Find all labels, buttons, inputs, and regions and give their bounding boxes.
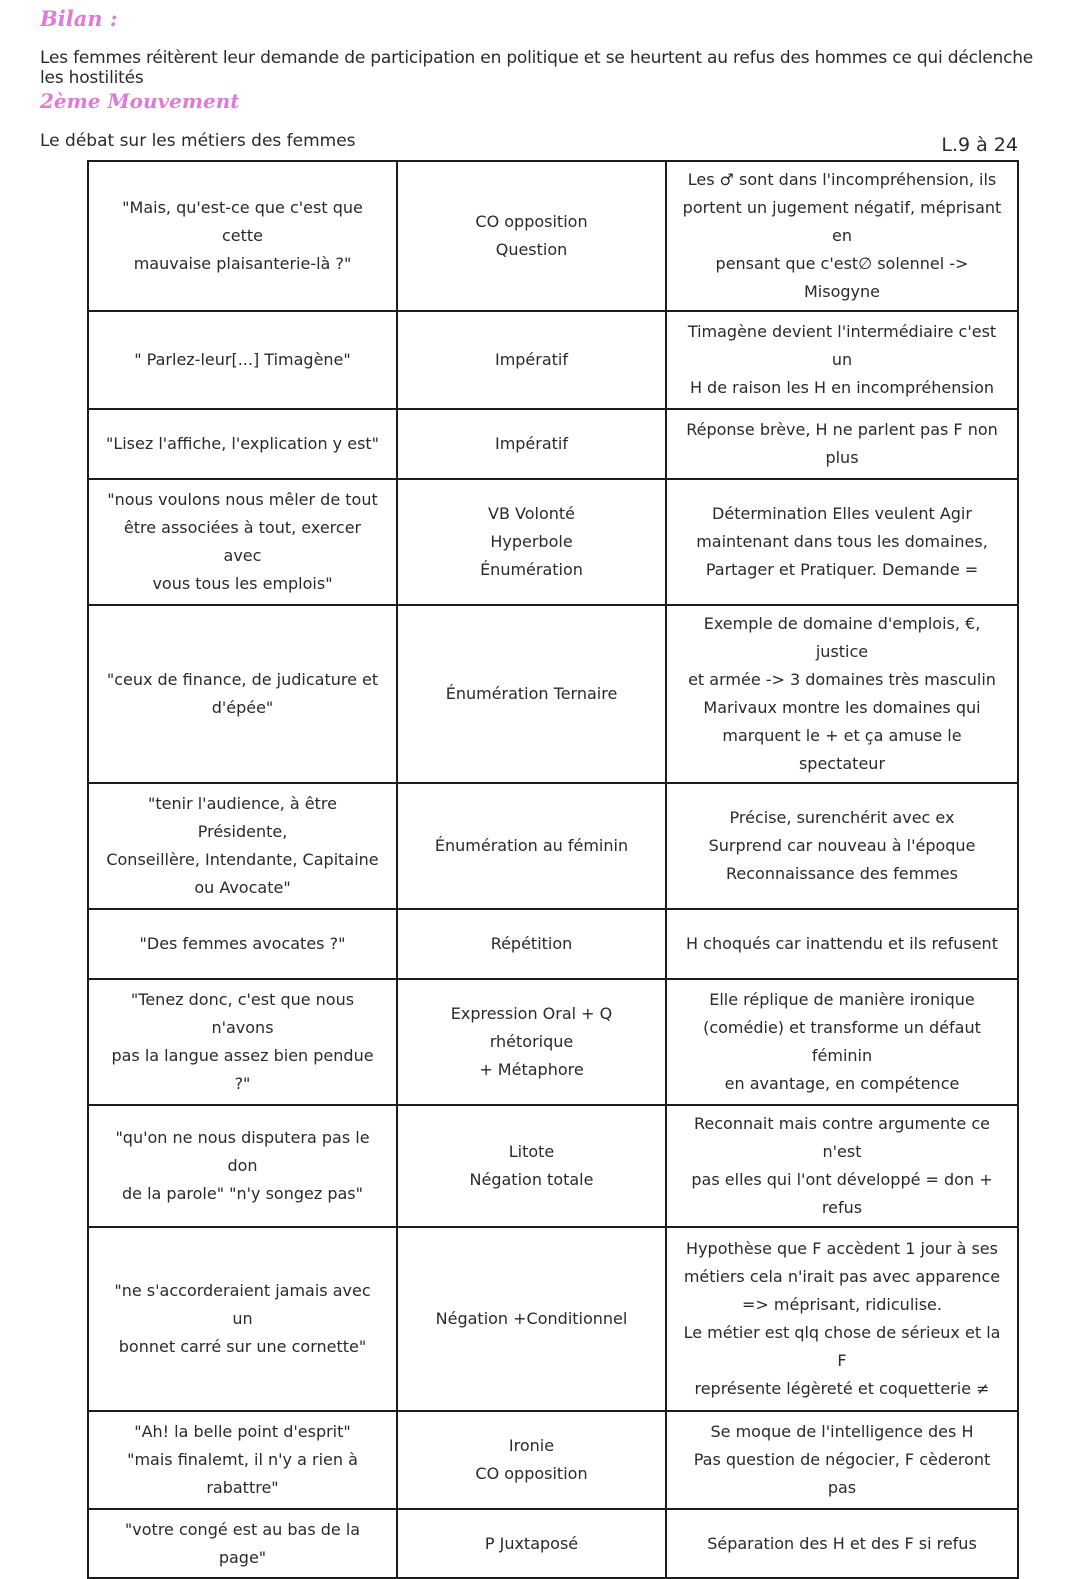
analyse-cell: Elle réplique de manière ironique (comédie) et transforme un défaut féminin en avantage, en compétence — [666, 979, 1018, 1105]
procede-cell: Énumération au féminin — [397, 783, 666, 909]
quote-cell: "ceux de finance, de judicature et d'épée" — [88, 605, 397, 783]
table-row — [88, 1105, 1018, 1227]
procede-cell: Négation +Conditionnel — [397, 1227, 666, 1411]
table-row — [88, 909, 1018, 979]
quote-cell: "Ah! la belle point d'esprit" "mais finalemt, il n'y a rien à rabattre" — [88, 1411, 397, 1509]
analyse-cell: Hypothèse que F accèdent 1 jour à ses métiers cela n'irait pas avec apparence => méprisant, ridiculise. Le métier est qlq chose de sérieux et la F représente légèreté et coquetterie ≠ — [666, 1227, 1018, 1411]
procede-cell: Répétition — [397, 909, 666, 979]
table-row — [88, 605, 1018, 783]
table-row — [88, 409, 1018, 479]
analyse-cell: Réponse brève, H ne parlent pas F non plus — [666, 409, 1018, 479]
analyse-cell: Séparation des H et des F si refus — [666, 1509, 1018, 1578]
quote-cell: "Mais, qu'est-ce que c'est que cette mauvaise plaisanterie-là ?" — [88, 161, 397, 311]
table-row — [88, 1227, 1018, 1411]
quote-cell: "nous voulons nous mêler de tout être associées à tout, exercer avec vous tous les emplois" — [88, 479, 397, 605]
table-row — [88, 311, 1018, 409]
procede-cell: Énumération Ternaire — [397, 605, 666, 783]
procede-cell: Litote Négation totale — [397, 1105, 666, 1227]
procede-cell: P Juxtaposé — [397, 1509, 666, 1578]
bilan-title: Bilan : — [40, 6, 118, 31]
analyse-cell: Timagène devient l'intermédiaire c'est un H de raison les H en incompréhension — [666, 311, 1018, 409]
quote-cell: "Tenez donc, c'est que nous n'avons pas la langue assez bien pendue ?" — [88, 979, 397, 1105]
procede-cell: Impératif — [397, 311, 666, 409]
quote-cell: " Parlez-leur[...] Timagène" — [88, 311, 397, 409]
table-row — [88, 979, 1018, 1105]
table-row — [88, 1509, 1018, 1578]
analyse-cell: Détermination Elles veulent Agir maintenant dans tous les domaines, Partager et Pratiquer. Demande = — [666, 479, 1018, 605]
analyse-cell: Exemple de domaine d'emplois, €, justice et armée -> 3 domaines très masculin Marivaux montre les domaines qui marquent le + et ça amuse le spectateur — [666, 605, 1018, 783]
bilan-text: Les femmes réitèrent leur demande de participation en politique et se heurtent au refus des hommes ce qui déclenche les hostilités — [40, 48, 1034, 88]
table-row — [88, 783, 1018, 909]
analyse-cell: H choqués car inattendu et ils refusent — [666, 909, 1018, 979]
analysis-table — [87, 160, 1019, 1579]
quote-cell: "Lisez l'affiche, l'explication y est" — [88, 409, 397, 479]
quote-cell: "ne s'accorderaient jamais avec un bonnet carré sur une cornette" — [88, 1227, 397, 1411]
quote-cell: "votre congé est au bas de la page" — [88, 1509, 397, 1578]
quote-cell: "Des femmes avocates ?" — [88, 909, 397, 979]
analyse-cell: Les ♂ sont dans l'incompréhension, ils portent un jugement négatif, méprisant en pensant que c'est∅ solennel -> Misogyne — [666, 161, 1018, 311]
procede-cell: Impératif — [397, 409, 666, 479]
quote-cell: "qu'on ne nous disputera pas le don de la parole" "n'y songez pas" — [88, 1105, 397, 1227]
procede-cell: Ironie CO opposition — [397, 1411, 666, 1509]
procede-cell: Expression Oral + Q rhétorique + Métaphore — [397, 979, 666, 1105]
table-row — [88, 1411, 1018, 1509]
table-row — [88, 479, 1018, 605]
procede-cell: VB Volonté Hyperbole Énumération — [397, 479, 666, 605]
analyse-cell: Précise, surenchérit avec ex Surprend car nouveau à l'époque Reconnaissance des femmes — [666, 783, 1018, 909]
movement-subtitle: Le débat sur les métiers des femmes — [40, 131, 356, 151]
quote-cell: "tenir l'audience, à être Présidente, Conseillère, Intendante, Capitaine ou Avocate" — [88, 783, 397, 909]
analyse-cell: Reconnait mais contre argumente ce n'est pas elles qui l'ont développé = don + refus — [666, 1105, 1018, 1227]
lines-reference: L.9 à 24 — [941, 134, 1018, 156]
procede-cell: CO opposition Question — [397, 161, 666, 311]
movement-title: 2ème Mouvement — [40, 89, 240, 113]
analyse-cell: Se moque de l'intelligence des H Pas question de négocier, F cèderont pas — [666, 1411, 1018, 1509]
table-row — [88, 161, 1018, 311]
